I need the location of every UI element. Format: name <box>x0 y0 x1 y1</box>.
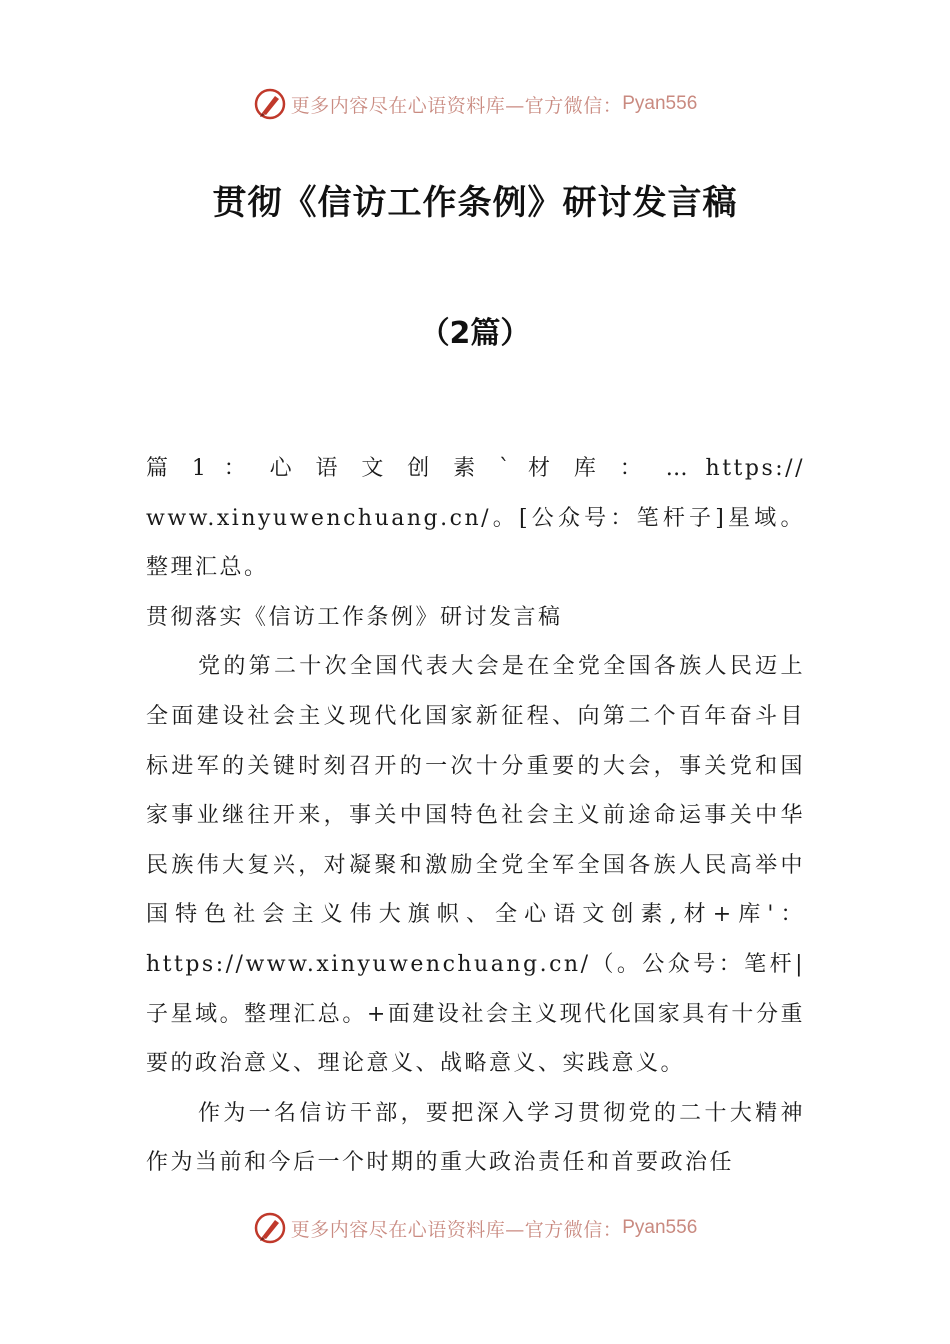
watermark-text: 更多内容尽在心语资料库—官方微信： <box>290 94 623 117</box>
footer-watermark <box>0 1208 950 1248</box>
watermark-wechat-id: Pyan556 <box>622 93 698 114</box>
intro-paragraph: 篇 1 ： 心 语 文 创 素 ` 材 库 ： … https:// www.xinyuwenchuang.cn/。[公众号：笔杆子]星域。整理汇总。 <box>146 456 805 581</box>
document-body <box>146 444 805 1188</box>
pen-logo-icon <box>253 1211 287 1245</box>
header-watermark <box>0 84 950 124</box>
watermark-wechat-id: Pyan556 <box>622 1217 698 1238</box>
section-heading: 贯彻落实《信访工作条例》研讨发言稿 <box>146 604 563 630</box>
document-title: 贯彻《信访工作条例》研讨发言稿 <box>212 183 738 223</box>
document-subtitle: （2篇） <box>419 316 531 351</box>
pen-logo-icon <box>253 87 287 121</box>
watermark-text: 更多内容尽在心语资料库—官方微信： <box>290 1218 623 1241</box>
body-paragraph: 作为一名信访干部，要把深入学习贯彻党的二十大精神作为当前和今后一个时期的重大政治责任和首要政治任 <box>146 1100 805 1176</box>
body-paragraph: 党的第二十次全国代表大会是在全党全国各族人民迈上全面建设社会主义现代化国家新征程、向第二个百年奋斗目标进军的关键时刻召开的一次十分重要的大会，事关党和国家事业继往开来，事关中国特色社会主义前途命运事关中华民族伟大复兴，对凝聚和激励全党全军全国各族人民高举中国特色社会主义伟大旗帜、全心语文创素,材+库'：https://www.xinyuwenchuang.cn/（。公众号：笔杆|子星域。整理汇总。+面建设社会主义现代化国家具有十分重要的政治意义、理论意义、战略意义、实践意义。 <box>146 654 805 1077</box>
